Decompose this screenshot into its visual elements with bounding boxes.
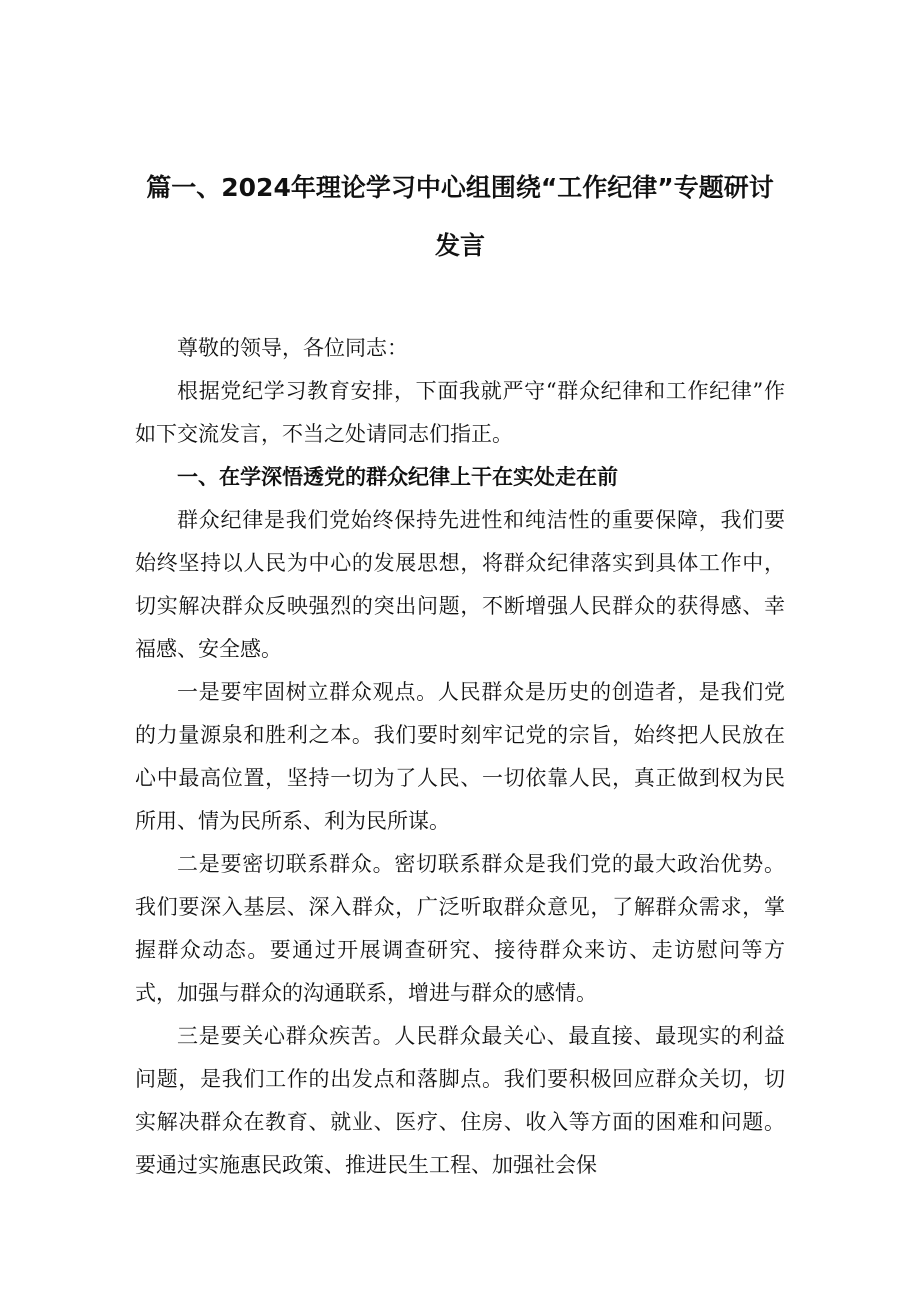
body-paragraph-1: 群众纪律是我们党始终保持先进性和纯洁性的重要保障，我们要始终坚持以人民为中心的发展思想，将群众纪律落实到具体工作中，切实解决群众反映强烈的突出问题，不断增强人民群众的获得感、幸福感、安全感。 [135,508,785,661]
document-body [135,327,785,1187]
salutation: 尊敬的领导，各位同志： [177,336,408,360]
document-title-line-1: 篇一、2024年理论学习中心组围绕“工作纪律”专题研讨 [146,173,774,202]
body-paragraph-4: 三是要关心群众疾苦。人民群众最关心、最直接、最现实的利益问题，是我们工作的出发点和落脚点。我们要积极回应群众关切，切实解决群众在教育、就业、医疗、住房、收入等方面的困难和问题。要通过实施惠民政策、推进民生工程、加强社会保 [135,1024,785,1177]
intro-paragraph: 根据党纪学习教育安排，下面我就严守“群众纪律和工作纪律”作如下交流发言，不当之处请同志们指正。 [135,379,785,446]
body-paragraph-3: 二是要密切联系群众。密切联系群众是我们党的最大政治优势。我们要深入基层、深入群众，广泛听取群众意见，了解群众需求，掌握群众动态。要通过开展调查研究、接待群众来访、走访慰问等方式，加强与群众的沟通联系，增进与群众的感情。 [135,852,785,1005]
body-paragraph-2: 一是要牢固树立群众观点。人民群众是历史的创造者，是我们党的力量源泉和胜利之本。我们要时刻牢记党的宗旨，始终把人民放在心中最高位置，坚持一切为了人民、一切依靠人民，真正做到权为民所用、情为民所系、利为民所谋。 [135,680,785,833]
document-title-line-2: 发言 [434,231,485,260]
section-heading-1: 一、在学深悟透党的群众纪律上干在实处走在前 [177,465,618,489]
